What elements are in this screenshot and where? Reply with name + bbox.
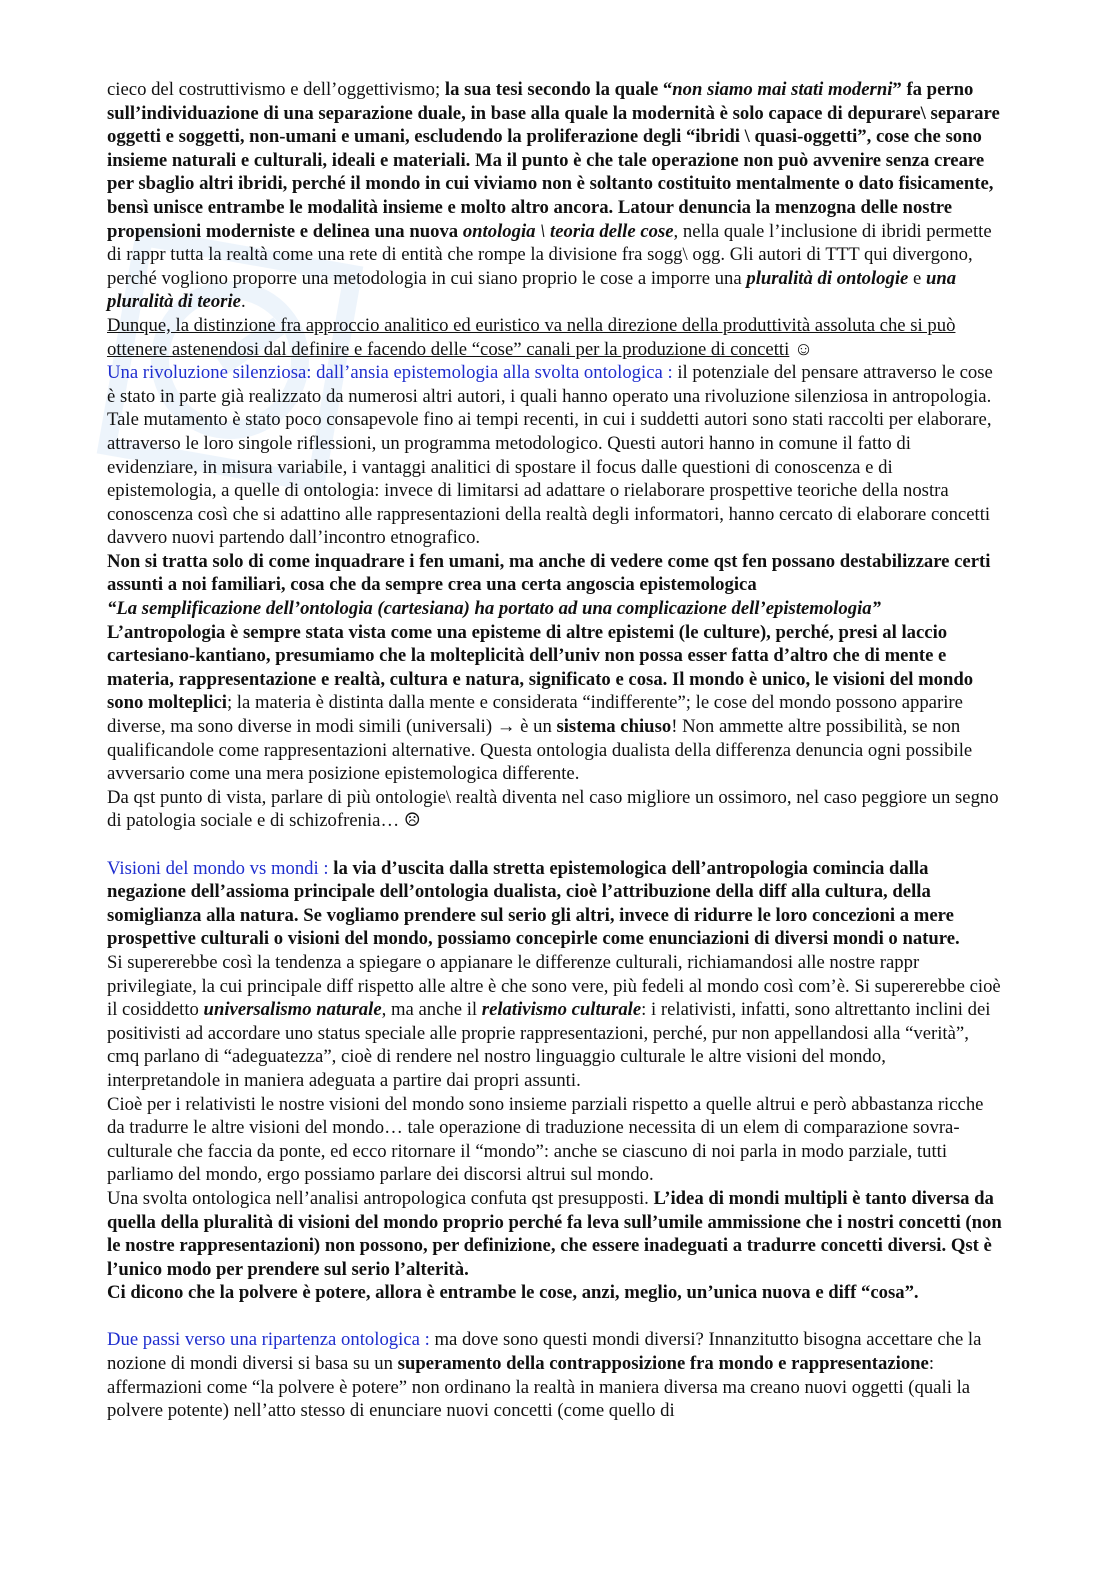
paragraph-angoscia: Non si tratta solo di come inquadrare i fen umani, ma anche di vedere come qst fen possano destabilizzare certi assunti a noi familiari, cosa che da sempre crea una certa angoscia epistemologica <box>107 550 991 596</box>
paragraph-episteme: L’antropologia è sempre stata vista come una episteme di altre epistemi (le culture), perché, presi al laccio cartesiano-kantiano, presumiamo che la molteplicità dell’univ non possa esser fatta d’altro che di mente e materia, rappresentazione e realtà, cultura e natura, significato e cosa. Il mondo è unico, le visioni del mondo sono molteplici; la materia è distinta dalla mente e considerata “indifferente”; le cose del mondo possono apparire diverse, ma sono diverse in modi simili (universali) → è un sistema chiuso! Non ammette altre possibilità, se non qualificandole come rappresentazioni alternative. Questa ontologia dualista della differenza denuncia ogni possibile avversario come una mera posizione epistemologica differente. <box>107 621 974 785</box>
paragraph-conclusion-underlined: Dunque, la distinzione fra approccio analitico ed euristico va nella direzione della produttività assoluta che si può ottenere astenendosi dal definire e facendo delle “cose” canali per la produzione di concetti ☺ <box>107 314 956 360</box>
paragraph-universalismo: Si supererebbe così la tendenza a spiegare o appianare le differenze culturali, richiamandosi alle nostre rappr privilegiate, la cui principale diff rispetto alle altre è che sono vere, più fedeli al mondo così com’è. Si supererebbe cioè il cosiddetto universalismo naturale, ma anche il relativismo culturale: i relativisti, infatti, sono altrettanto inclini dei positivisti ad accordare uno status speciale alle proprie rappresentazioni, perché, pur non appellandosi alla “verità”, cmq parlano di “adeguatezza”, cioè di rendere nel nostro linguaggio culturale le altre visioni del mondo, interpretandole in maniera adeguata a partire dai propri assunti. <box>107 951 1001 1091</box>
paragraph-polvere: Ci dicono che la polvere è potere, allora è entrambe le cose, anzi, meglio, un’unica nuova e diff “cosa”. <box>107 1282 919 1304</box>
paragraph-rivoluzione: Una rivoluzione silenziosa: dall’ansia epistemologia alla svolta ontologica : il potenziale del pensare attraverso le cose è stato in parte già realizzato da numerosi altri autori, i quali hanno operato una rivoluzione silenziosa in antropologia. Tale mutamento è stato poco consapevole fino ai tempi recenti, in cui i suddetti autori sono stati raccolti per elaborare, attraverso le loro singole riflessioni, un programma metodologico. Questi autori hanno in comune il fatto di evidenziare, in misura variabile, i vantaggi analitici di spostare il focus dalle questioni di conoscenza e di epistemologia, a quelle di ontologia: invece di limitarsi ad adattare o rielaborare prospettive teoriche della nostra conoscenza così che si adattino alle rappresentazioni della realtà degli informatori, hanno cercato di elaborare concetti davvero nuovi partendo dall’incontro etnografico. <box>107 362 993 549</box>
paragraph-relativisti: Cioè per i relativisti le nostre visioni del mondo sono insieme parziali rispetto a quelle altrui e però abbastanza ricche da tradurre le altre visioni del mondo… tale operazione di traduzione necessita di un elem di comparazione sovra-culturale che faccia da ponte, ed ecco ritornare il “mondo”: anche se ciascuno di noi parla in modo parziale, tutti parliamo del mondo, ergo possiamo parlare dei discorsi altrui sul mondo. <box>107 1093 984 1186</box>
section-heading-rivoluzione: Una rivoluzione silenziosa: dall’ansia epistemologia alla svolta ontologica : <box>107 362 673 384</box>
section-heading-due-passi: Due passi verso una ripartenza ontologica : <box>107 1329 430 1351</box>
section-heading-visioni: Visioni del mondo vs mondi : <box>107 857 329 879</box>
paragraph-svolta: Una svolta ontologica nell’analisi antropologica confuta qst presupposti. L’idea di mondi multipli è tanto diversa da quella della pluralità di visioni del mondo proprio perché fa leva sull’umile ammissione che i nostri concetti (non le nostre rappresentazioni) non possono, per definizione, che essere inadeguati a tradurre concetti diversi. Qst è l’unico modo per prendere sul serio l’alterità. <box>107 1187 1002 1280</box>
quote-cartesiana: “La semplificazione dell’ontologia (cartesiana) ha portato ad una complicazione dell’epistemologia” <box>107 598 881 620</box>
arrow-right-icon: → <box>496 716 516 738</box>
paragraph-visioni: Visioni del mondo vs mondi : la via d’uscita dalla stretta epistemologica dell’antropologia comincia dalla negazione dell’assioma principale dell’ontologia dualista, cioè l’attribuzione della diff alla cultura, della somiglianza alla natura. Se vogliamo prendere sul serio gli altri, invece di ridurre le loro concezioni a mere prospettive culturali o visioni del mondo, possiamo concepirle come enunciazioni di diversi mondi o nature. <box>107 857 960 950</box>
paragraph-ossimoro: Da qst punto di vista, parlare di più ontologie\ realtà diventa nel caso migliore un ossimoro, nel caso peggiore un segno di patologia sociale e di schizofrenia… ☹ <box>107 786 999 832</box>
document-page <box>107 78 1003 1423</box>
paragraph-latour: cieco del costruttivismo e dell’oggettivismo; la sua tesi secondo la quale “non siamo mai stati moderni” fa perno sull’individuazione di una separazione duale, in base alla quale la modernità è solo capace di depurare\ separare oggetti e soggetti, non-umani e umani, escludendo la proliferazione degli “ibridi \ quasi-oggetti”, cose che sono insieme naturali e culturali, ideali e materiali. Ma il punto è che tale operazione non può avvenire senza creare per sbaglio altri ibridi, perché il mondo in cui viviamo non è soltanto costituito mentalmente o dato fisicamente, bensì unisce entrambe le modalità insieme e molto altro ancora. Latour denuncia la menzogna delle nostre propensioni moderniste e delinea una nuova ontologia \ teoria delle cose, nella quale l’inclusione di ibridi permette di rappr tutta la realtà come una rete di entità che rompe la divisione fra sogg\ ogg. Gli autori di TTT qui divergono, perché vogliono proporre una metodologia in cui siano proprio le cose a imporre una pluralità di ontologie e una pluralità di teorie. <box>107 79 1000 313</box>
paragraph-due-passi: Due passi verso una ripartenza ontologica : ma dove sono questi mondi diversi? Innanzitutto bisogna accettare che la nozione di mondi diversi si basa su un superamento della contrapposizione fra mondo e rappresentazione: affermazioni come “la polvere è potere” non ordinano la realtà in maniera diversa ma creano nuovi oggetti (quali la polvere potente) nell’atto stesso di enunciare nuovi concetti (come quello di <box>107 1329 982 1422</box>
smile-icon: ☺ <box>789 338 814 360</box>
